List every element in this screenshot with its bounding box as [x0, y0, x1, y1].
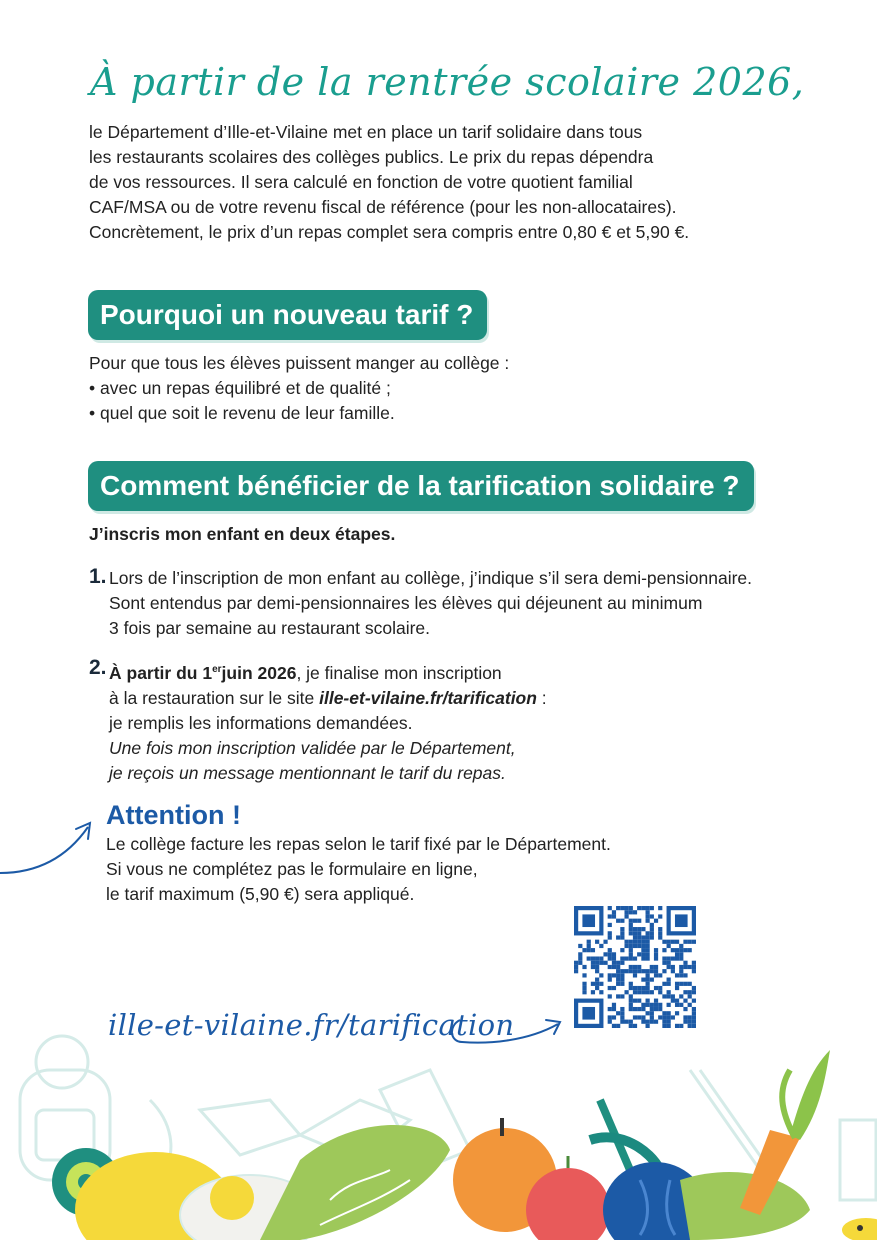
- step-line: je reçois un message mentionnant le tarif du repas.: [109, 762, 506, 783]
- curved-arrow-icon: [0, 815, 100, 880]
- step-number: 1.: [89, 565, 107, 588]
- date-prefix: À partir du 1: [109, 662, 213, 683]
- attention-line: Si vous ne complétez pas le formulaire en ligne,: [106, 859, 478, 879]
- attention-line: le tarif maximum (5,90 €) sera appliqué.: [106, 884, 415, 904]
- intro-line: les restaurants scolaires des collèges publics. Le prix du repas dépendra: [89, 147, 654, 167]
- date-suffix: juin 2026: [221, 662, 297, 683]
- step-line: je remplis les informations demandées.: [109, 712, 413, 733]
- step-text: à la restauration sur le site: [109, 687, 320, 708]
- attention-line: Le collège facture les repas selon le tarif fixé par le Département.: [106, 834, 611, 854]
- footer-url-link[interactable]: ille-et-vilaine.fr/tarification: [108, 1008, 515, 1042]
- intro-line: de vos ressources. Il sera calculé en fonction de votre quotient familial: [89, 172, 633, 192]
- how-section-title: Comment bénéficier de la tarification solidaire ?: [88, 461, 754, 511]
- intro-line: CAF/MSA ou de votre revenu fiscal de référence (pour les non-allocataires).: [89, 197, 677, 217]
- step-line: Sont entendus par demi-pensionnaires les élèves qui déjeunent au minimum: [109, 593, 703, 613]
- food-illustration: [0, 1030, 877, 1240]
- step-number: 2.: [89, 656, 107, 679]
- step-line: 3 fois par semaine au restaurant scolaire.: [109, 618, 430, 638]
- date-sup: er: [212, 664, 222, 675]
- why-list: [89, 351, 509, 426]
- step-line: [109, 657, 547, 686]
- step-text: , je finalise mon inscription: [296, 662, 502, 683]
- step-line: Une fois mon inscription validée par le Département,: [109, 737, 516, 758]
- intro-paragraph: [89, 120, 829, 245]
- attention-body: [106, 832, 611, 907]
- tarification-link[interactable]: ille-et-vilaine.fr/tarification: [319, 687, 537, 708]
- why-section-title: Pourquoi un nouveau tarif ?: [88, 290, 487, 340]
- steps-lead: J’inscris mon enfant en deux étapes.: [89, 524, 396, 544]
- step-line: Lors de l’inscription de mon enfant au collège, j’indique s’il sera demi-pensionnaire.: [109, 568, 753, 588]
- why-line: Pour que tous les élèves puissent manger au collège :: [89, 353, 510, 373]
- qr-code-icon[interactable]: [574, 906, 696, 1028]
- step-text: :: [536, 687, 547, 708]
- step-1: [89, 566, 752, 641]
- headline: À partir de la rentrée scolaire 2026,: [90, 60, 805, 104]
- step-line: [109, 686, 547, 711]
- attention-title: Attention !: [106, 800, 241, 830]
- intro-line: le Département d’Ille-et-Vilaine met en place un tarif solidaire dans tous: [89, 122, 643, 142]
- why-line: • avec un repas équilibré et de qualité ;: [89, 378, 391, 398]
- intro-line: Concrètement, le prix d’un repas complet sera compris entre 0,80 € et 5,90 €.: [89, 222, 690, 242]
- why-line: • quel que soit le revenu de leur famille.: [89, 403, 395, 423]
- step-2: [89, 657, 547, 786]
